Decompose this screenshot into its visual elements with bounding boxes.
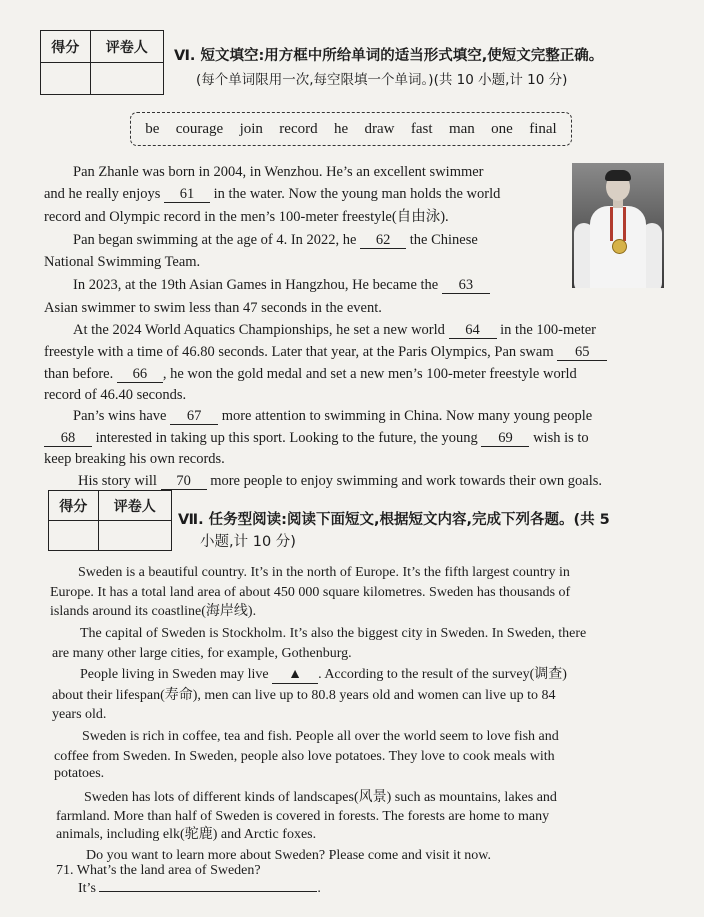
word-bank-item: man (448, 120, 475, 137)
question-71: 71. What’s the land area of Sweden? (56, 863, 261, 878)
blank-69[interactable]: 69 (481, 430, 529, 447)
section6-note: (每个单词限用一次,每空限填一个单词。)(共 10 小题,计 10 分) (196, 72, 568, 88)
passage-line: At the 2024 World Aquatics Championships, he set a new world 64 in the 100-meter (73, 322, 596, 338)
word-bank-item: courage (175, 120, 224, 137)
passage-line: islands around its coastline(海岸线). (50, 604, 257, 619)
score-box (48, 490, 172, 551)
passage-line: His story will 70 more people to enjoy swimming and work towards their own goals. (78, 473, 603, 489)
blank-68[interactable]: 68 (44, 430, 92, 447)
passage-line: animals, including elk(驼鹿) and Arctic foxes. (56, 827, 317, 842)
score-cell[interactable] (49, 521, 99, 551)
passage-line: Do you want to learn more about Sweden? Please come and visit it now. (86, 848, 491, 863)
passage-line: The capital of Sweden is Stockholm. It’s also the biggest city in Sweden. In Sweden, there (80, 626, 587, 641)
passage-line: are many other large cities, for example, Gothenburg. (52, 646, 352, 661)
passage-line: about their lifespan(寿命), men can live up to 80.8 years old and women can live up to 84 (52, 688, 556, 703)
passage-line: Sweden is a beautiful country. It’s in the north of Europe. It’s the fifth largest country in (78, 565, 570, 580)
passage-line: Asian swimmer to swim less than 47 seconds in the event. (44, 300, 382, 316)
passage-line: Pan began swimming at the age of 4. In 2022, he 62 the Chinese (73, 232, 478, 248)
score-label: 得分 (41, 31, 91, 63)
passage-line: In 2023, at the 19th Asian Games in Hangzhou, He became the 63 (73, 276, 490, 294)
passage-line: coffee from Sweden. In Sweden, people also love potatoes. They love to cook meals with (54, 749, 555, 764)
athlete-photo (572, 163, 664, 288)
passage-line: Sweden has lots of different kinds of landscapes(风景) such as mountains, lakes and (84, 790, 557, 805)
passage-line: People living in Sweden may live ▲ . According to the result of the survey(调查) (80, 667, 567, 682)
word-bank-item: one (491, 120, 513, 137)
passage-line: record of 46.40 seconds. (44, 387, 187, 403)
passage-line: record and Olympic record in the men’s 100-meter freestyle(自由泳). (44, 209, 449, 225)
word-bank-item: draw (364, 120, 395, 137)
section6-title: Ⅵ. 短文填空:用方框中所给单词的适当形式填空,使短文完整正确。 (174, 48, 604, 64)
word-bank (130, 112, 572, 146)
medal-icon (612, 239, 627, 254)
answer-line: It’s . (78, 881, 321, 896)
word-bank-item: be (145, 120, 160, 137)
word-bank-item: fast (410, 120, 433, 137)
passage-line: Pan’s wins have 67 more attention to swimming in China. Now many young people (73, 408, 593, 424)
passage-line: 68 interested in taking up this sport. Looking to the future, the young 69 wish is to (44, 429, 589, 447)
passage-line: freestyle with a time of 46.80 seconds. Later that year, at the Paris Olympics, Pan swam 65 (44, 343, 607, 361)
blank-66[interactable]: 66 (117, 366, 163, 383)
blank-63[interactable]: 63 (442, 277, 490, 294)
passage-line: keep breaking his own records. (44, 451, 225, 467)
grader-cell[interactable] (98, 521, 171, 551)
score-cell[interactable] (41, 63, 91, 95)
blank-67[interactable]: 67 (170, 408, 218, 425)
answer-71-input[interactable] (99, 891, 317, 892)
grader-label: 评卷人 (90, 31, 163, 63)
score-box (40, 30, 164, 95)
blank-61[interactable]: 61 (164, 186, 210, 203)
blank-64[interactable]: 64 (449, 322, 497, 339)
passage-line: than before. 66 , he won the gold medal and set a new men’s 100-meter freestyle world (44, 366, 577, 382)
passage-line: and he really enjoys 61 in the water. Now the young man holds the world (44, 186, 501, 202)
passage-line: Sweden is rich in coffee, tea and fish. People all over the world seem to love fish and (82, 729, 559, 744)
passage-line: Europe. It has a total land area of about 450 000 square kilometres. Sweden has thousands of (50, 585, 571, 600)
blank-70[interactable]: 70 (161, 473, 207, 490)
grader-label: 评卷人 (98, 491, 171, 521)
word-bank-item: join (239, 120, 263, 137)
section7-title-cont: 小题,计 10 分) (200, 534, 296, 550)
passage-line: National Swimming Team. (44, 254, 201, 270)
blank-65[interactable]: 65 (557, 344, 607, 361)
section7-title: Ⅶ. 任务型阅读:阅读下面短文,根据短文内容,完成下列各题。(共 5 (178, 512, 610, 528)
grader-cell[interactable] (90, 63, 163, 95)
blank-62[interactable]: 62 (360, 232, 406, 249)
passage-line: Pan Zhanle was born in 2004, in Wenzhou. He’s an excellent swimmer (73, 164, 484, 180)
passage-line: years old. (52, 707, 107, 722)
triangle-blank[interactable]: ▲ (272, 667, 318, 684)
passage-line: potatoes. (54, 766, 105, 781)
passage-line: farmland. More than half of Sweden is covered in forests. The forests are home to many (56, 809, 550, 824)
word-bank-item: he (333, 120, 349, 137)
score-label: 得分 (49, 491, 99, 521)
word-bank-item: final (529, 120, 557, 137)
word-bank-item: record (279, 120, 318, 137)
